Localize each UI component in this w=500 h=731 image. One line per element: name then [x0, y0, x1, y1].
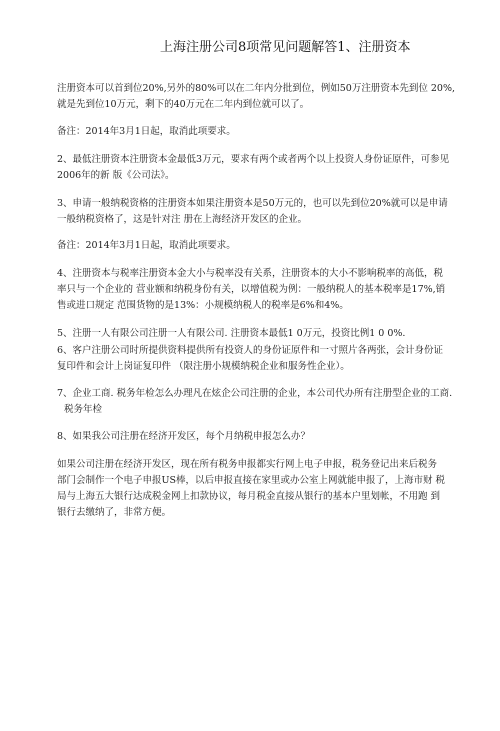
paragraph-line: 率只与一个企业的 营业额和纳税身份有关，以增值税为例：一般纳税人的基本税率是17%,销 [57, 284, 446, 295]
paragraph-line: 注册资本可以首到位20%,另外的80%可以在二年内分批到位，例如50万注册资本先到位 20%, [57, 83, 455, 94]
document-title: 上海注册公司8项常见问题解答1、注册资本 [160, 40, 411, 55]
paragraph-line: 售或进口规定 范围货物的是13%：小规模纳税人的税率是6%和4%。 [57, 300, 349, 311]
paragraph-item-3 [57, 196, 448, 228]
paragraph-item-8-answer [57, 457, 445, 521]
paragraph-line: 8、如果我公司注册在经济开发区，每个月纳税申报怎么办？ [57, 431, 311, 442]
paragraph-item-5 [57, 326, 405, 342]
paragraph-line: 银行去缴纳了，非常方便。 [57, 507, 172, 518]
paragraph-line: 如果公司注册在经济开发区，现在所有税务申报都实行网上电子申报，税务登记出来后税务 [57, 459, 438, 470]
paragraph-line: 3、申请一般纳税资格的注册资本如果注册资本是50万元的，也可以先到位20%就可以是申请 [57, 198, 448, 209]
paragraph-line: 部门会制作一个电子申报US棒，以后申报直接在家里或办公室上网就能申报了，上海市财 税 [57, 475, 446, 486]
paragraph-line: 6、客户注册公司时所提供资料提供所有投资人的身份证原件和一寸照片各两张，会计身份证 [57, 345, 444, 356]
paragraph-line: 5、注册一人有限公司注册一人有限公司. 注册资本最低1 0万元，投资比例1 0 0%. [57, 328, 406, 339]
paragraph-line: 4、注册资本与税率注册资本金大小与税率没有关系，注册资本的大小不影响税率的高低，税 [57, 268, 444, 279]
paragraph-line: 2006年的新 版《公司法》。 [57, 170, 175, 181]
paragraph-line: 2、最低注册资本注册资本金最低3万元，要求有两个或者两个以上投资人身份证原件，可参见 [57, 154, 450, 165]
paragraph-item-7 [57, 386, 452, 418]
paragraph-item-2 [57, 152, 449, 184]
paragraph-note-2 [57, 238, 236, 254]
paragraph-item-6 [57, 343, 443, 375]
paragraph-line: 备注：2014年3月1日起，取消此项要求。 [57, 126, 236, 137]
paragraph-line: 税务年检 [64, 404, 103, 415]
paragraph-line: 局与上海五大银行达成税金网上扣款协议，每月税金直接从银行的基本户里划帐，不用跑 到 [57, 491, 441, 502]
paragraph-item-4 [57, 266, 445, 314]
paragraph-registered-capital [57, 81, 455, 113]
paragraph-line: 复印件和会计上岗证复印件 （限注册小规模纳税企业和服务性企业）。 [57, 361, 350, 372]
paragraph-line: 7、企业工商. 税务年检怎么办理凡在炫企公司注册的企业，本公司代办所有注册型企业的工商. [57, 388, 453, 399]
paragraph-note-1 [57, 124, 236, 140]
paragraph-line: 一般纳税资格了，这是针对注 册在上海经济开发区的企业。 [57, 214, 308, 225]
paragraph-line: 备注：2014年3月1日起，取消此项要求。 [57, 240, 236, 251]
paragraph-item-8-question [57, 429, 310, 445]
paragraph-line: 就是先到位10万元，剩下的40万元在二年内到位就可以了。 [57, 99, 310, 110]
